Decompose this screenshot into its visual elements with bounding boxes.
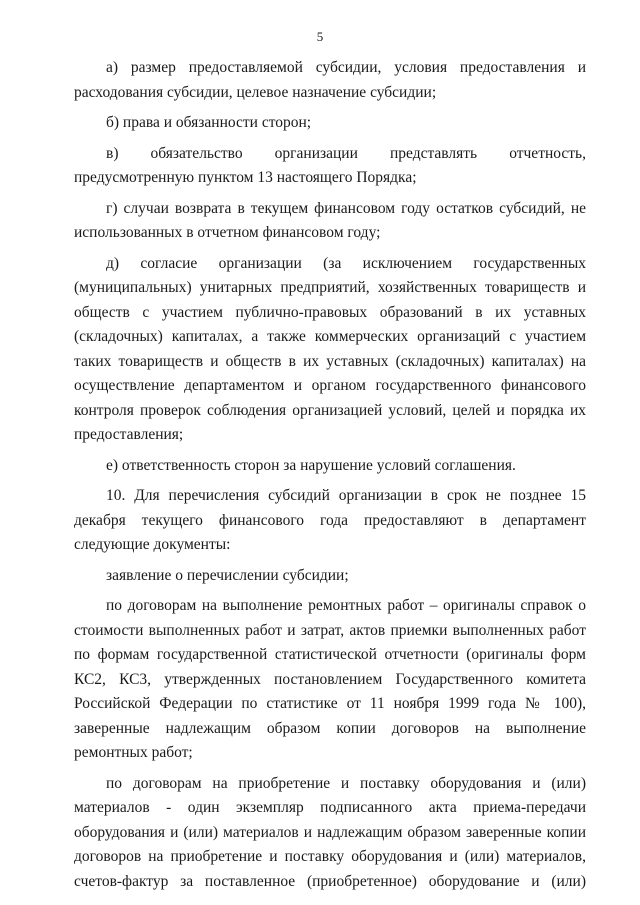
document-body [74, 56, 586, 900]
paragraph-organization-consent: д) согласие организации (за исключением государственных (муниципальных) унитарных предприятий, хозяйственных товариществ и обществ с участием публично-правовых образований в их уставных (складочных) капиталах, а также коммерческих организаций с участием таких товариществ и обществ в их уставных (складочных) капиталах) на осуществление департаментом и органом государственного финансового контроля проверок соблюдения организацией условий, целей и порядка их предоставления; [74, 254, 586, 443]
paragraph-subsidy-size: а) размер предоставляемой субсидии, условия предоставления и расходования субсидии, целевое назначение субсидии; [74, 59, 586, 101]
paragraph-equipment-contracts: по договорам на приобретение и поставку оборудования и (или) материалов - один экземпляр подписанного акта приема-передачи оборудования и (или) материалов и надлежащим образом заверенные копии договоров на приобретение и поставку оборудования и (или) материалов, счетов-фактур за поставленное (приобретенное) оборудование и (или) [74, 774, 586, 890]
paragraph-section-10: 10. Для перечисления субсидий организации в срок не позднее 15 декабря текущего финансового года предоставляют в департамент следующие документы: [74, 487, 586, 553]
paragraph-transfer-application: заявление о перечислении субсидии; [106, 566, 349, 584]
paragraph-rights-obligations: б) права и обязанности сторон; [106, 114, 312, 131]
paragraph-responsibility: е) ответственность сторон за нарушение условий соглашения. [106, 456, 516, 474]
paragraph-refund-cases: г) случаи возврата в текущем финансовом году остатков субсидий, не использованных в отчетном финансовом году; [74, 199, 586, 241]
page-number: 5 [316, 29, 324, 44]
paragraph-repair-contracts: по договорам на выполнение ремонтных работ – оригиналы справок о стоимости выполненных работ и затрат, актов приемки выполненных работ по формам государственной статистической отчетности (оригиналы форм КС2, КС3, утвержденных постановлением Государственного комитета Российской Федерации по статистике от 11 ноября 1999 года № 100), заверенные надлежащим образом копии договоров на выполнение ремонтных работ; [74, 597, 586, 761]
paragraph-reporting-obligation: в) обязательство организации представлять отчетность, предусмотренную пунктом 13 настоящего Порядка; [74, 144, 586, 186]
